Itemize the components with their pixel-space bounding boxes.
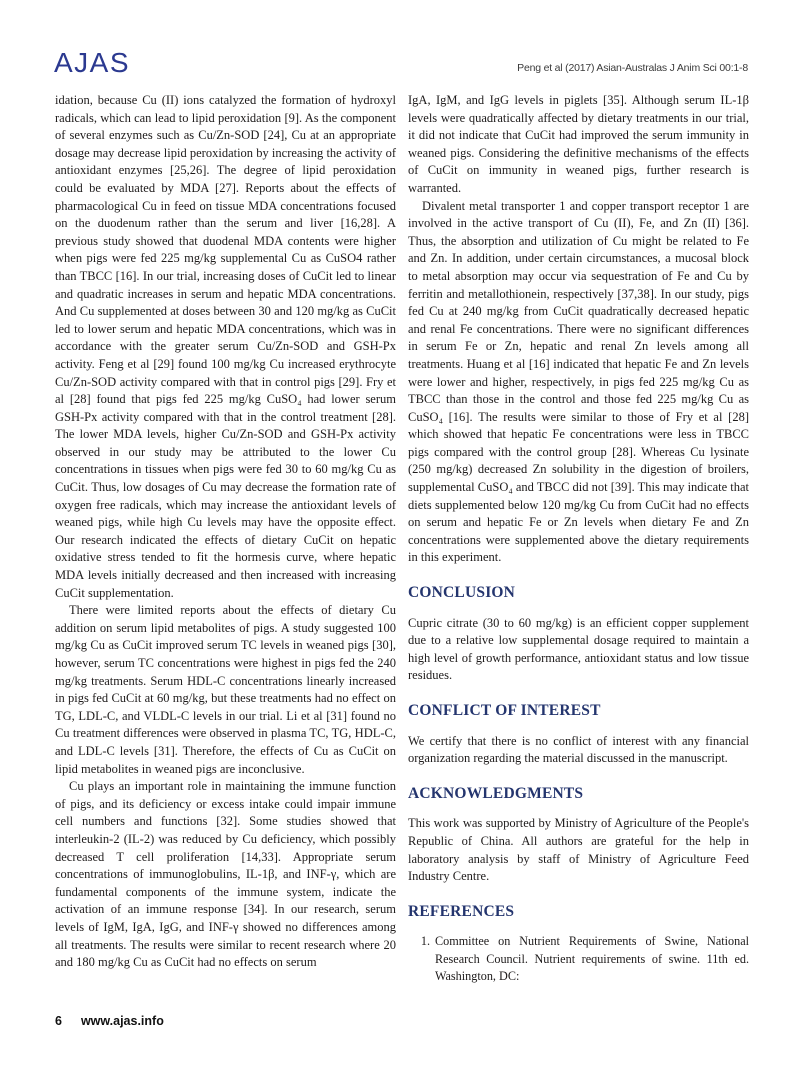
section-heading-conflict-of-interest: CONFLICT OF INTEREST [408,702,601,719]
page-number: 6 [55,1014,62,1028]
paragraph: This work was supported by Ministry of Agriculture of the People's Republic of China. All authors are grateful for the help in laboratory analysis by staff of Ministry of Agriculture Feed Industry Centre. [408,816,749,884]
paragraph: IgA, IgM, and IgG levels in piglets [35]. Although serum IL-1β levels were quadratically affected by dietary treatments in our trial, it did not indicate that CuCit had improved the serum immunity in weaned pigs. Considering the definitive mechanisms of the effects of CuCit on immunity in weaned pigs, further research is warranted. [408,93,749,195]
section-heading-acknowledgments: ACKNOWLEDGMENTS [408,784,584,802]
paragraph: There were limited reports about the effects of dietary Cu addition on serum lipid metabolites of pigs. A study suggested 100 mg/kg Cu as CuCit improved serum TC levels in weaned pigs [30], however, serum TC concentrations were highest in pigs fed the 240 mg/kg treatments. Serum HDL-C concentrations linearly increased in pigs fed CuCit at 60 mg/kg, but these treatments had no effect on TG, LDL-C, and VLDL-C levels in our trial. Li et al [31] found no Cu treatment differences were observed in plasma TC, TG, HDL-C, and LDL-C levels [31]. Therefore, the effects of Cu as CuCit on lipid metabolites in weaned pigs are inconclusive. [55,603,396,776]
paragraph: Cupric citrate (30 to 60 mg/kg) is an efficient copper supplement due to a relative low supplemental dosage required to maintain a high level of growth performance, antioxidant status and low tissue residues. [408,615,749,683]
section-heading-conclusion: CONCLUSION [408,584,516,602]
reference-list [408,933,749,985]
running-head-citation: Peng et al (2017) Asian-Australas J Anim Sci 00:1-8 [517,62,748,74]
paragraph: idation, because Cu (II) ions catalyzed the formation of hydroxyl radicals, which can lead to lipid peroxidation [9]. As the component of several enzymes such as Cu/Zn-SOD [24], Cu at an appropriate dosage may decrease lipid peroxidation by increasing the activity of antioxidant enzymes [25,26]. The degree of lipid peroxidation could be evaluated by MDA [27]. Reports about the effects of pharmacological Cu in feed on tissue MDA concentrations focused on the duodenum rather than the serum and liver [16,28]. A previous study showed that duodenal MDA contents were higher when pigs were fed 225 mg/kg supplemental Cu as CuSO4 rather than TBCC [16]. In our trial, increasing doses of CuCit led to linear and quadratic increases in serum and hepatic MDA concentrations. And Cu supplemented at doses between 30 and 120 mg/kg as CuCit led to lower serum and hepatic MDA concentrations, which was in accordance with the greater serum Cu/Zn-SOD and GSH-Px activity. Feng et al [29] found 100 mg/kg Cu increased erythrocyte Cu/Zn-SOD activity compared with that in control pigs [29]. Fry et al [28] found that pigs fed 225 mg/kg CuSO₄ had lower serum GSH-Px activity compared with that in the control treatment [28]. The lower MDA levels, higher Cu/Zn-SOD and GSH-Px activity observed in our study may be attributed to the lower Cu concentrations in tissues when pigs were fed 30 to 60 mg/kg Cu as CuCit. Thus, low dosages of Cu may decrease the formation rate of oxygen free radicals, which may increase the antioxidant levels of weaned pigs, while high Cu levels may have the opposite effect. Our research indicated the effects of dietary CuCit on hepatic oxidative stress tended to fit the hormesis curve, where hepatic MDA levels initially decreased and then increased with increasing CuCit supplementation. [55,93,396,600]
column-left [55,92,396,972]
reference-text: Committee on Nutrient Requirements of Swine, National Research Council. Nutrient requirements of swine. 11th ed. Washington, DC: [435,934,749,984]
reference-number: 1. [420,934,430,949]
paragraph: Cu plays an important role in maintaining the immune function of pigs, and its deficiency or excess intake could impair immune cell numbers and functions [32]. Some studies showed that interleukin-2 (IL-2) was reduced by Cu deficiency, which possibly decreased T cell proliferation [14,33]. Appropriate serum concentrations of immunoglobulins, IL-1β, and INF-γ, which are fundamental components of the immune system, indicate the activation of an immune response [34]. In our research, serum levels of IgM, IgA, IgG, and INF-γ showed no differences among all treatments. The results were similar to recent research where 20 and 180 mg/kg Cu as CuCit had no effects on serum [55,779,396,970]
page-footer [55,1014,164,1028]
journal-site-url: www.ajas.info [80,1014,164,1028]
reference-item [408,933,749,985]
paragraph: We certify that there is no conflict of interest with any financial organization regarding the material discussed in the manuscript. [408,733,749,766]
section-heading-references: REFERENCES [408,902,515,920]
journal-logo: AJAS [54,47,131,78]
column-right [408,92,749,986]
paragraph: Divalent metal transporter 1 and copper transport receptor 1 are involved in the active transport of Cu (II), Fe, and Zn (II) [36]. Thus, the absorption and utilization of Cu might be related to Fe and Zn. In addition, under certain circumstances, a mucosal block to metal absorption may occur via sequestration of Fe and Cu by ferritin and metallothionein, respectively [37,38]. In our study, pigs fed Cu at 240 mg/kg from CuCit quadratically decreased hepatic and renal Fe concentrations. There were no significant differences in serum Fe or Zn, hepatic and renal Zn levels among all treatments. Huang et al [16] indicated that hepatic Fe and Zn levels were lower and higher, respectively, in pigs fed 225 mg/kg Cu as TBCC than those in the control and those fed 225 mg/kg Cu as CuSO₄ [16]. The results were similar to those of Fry et al [28] which showed that hepatic Fe concentrations were less in TBCC pigs compared with the control group [28]. Whereas Cu lysinate (250 mg/kg) decreased Zn solubility in the digestion of broilers, supplemental CuSO₄ and TBCC did not [39]. This may indicate that diets supplemented below 120 mg/kg Cu from CuCit had no effects on serum and hepatic Fe or Zn levels when dietary Fe and Zn concentrations were supplemented above the dietary requirements in this experiment. [408,198,750,565]
